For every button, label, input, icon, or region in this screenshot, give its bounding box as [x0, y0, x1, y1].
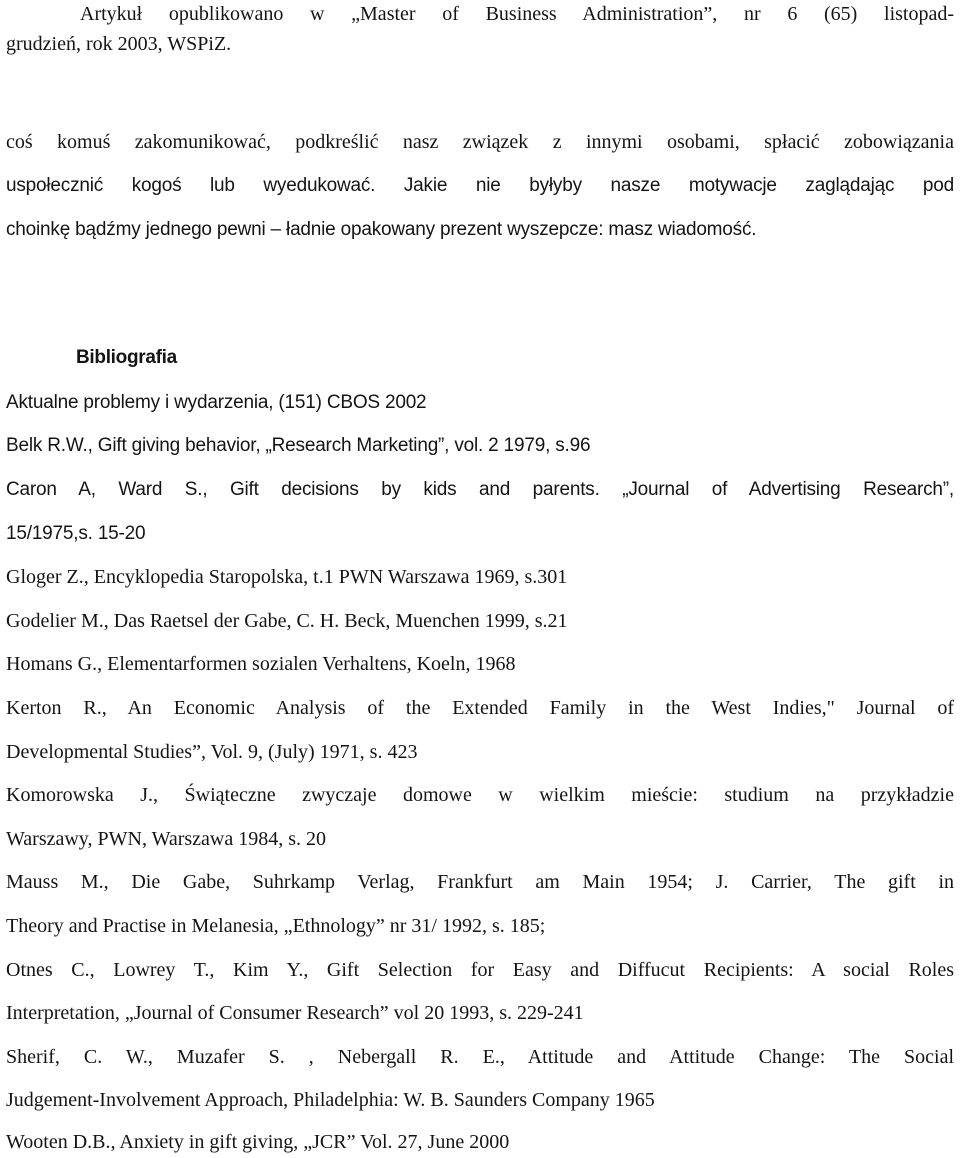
body-line-3: choinkę bądźmy jednego pewni – ładnie opakowany prezent wyszepcze: masz wiadomość.: [6, 219, 757, 240]
header-line-2: grudzień, rok 2003, WSPiZ.: [6, 33, 232, 55]
bib-entry-komorowska: Komorowska J., Świąteczne zwyczaje domowe w wielkim mieście: studium na przykładzie: [6, 784, 954, 806]
bib-entry-mauss-cont: Theory and Practise in Melanesia, „Ethnology” nr 31/ 1992, s. 185;: [6, 915, 546, 937]
bib-entry-kerton-cont: Developmental Studies”, Vol. 9, (July) 1971, s. 423: [6, 741, 418, 763]
bib-entry-caron-cont: 15/1975,s. 15-20: [6, 523, 146, 544]
bib-entry-wooten: Wooten D.B., Anxiety in gift giving, „JCR” Vol. 27, June 2000: [6, 1131, 510, 1153]
bib-entry-cbos: Aktualne problemy i wydarzenia, (151) CBOS 2002: [6, 392, 427, 413]
body-line-2: uspołecznić kogoś lub wyedukować. Jakie nie byłyby nasze motywacje zaglądając pod: [6, 175, 954, 196]
bib-entry-sherif-cont: Judgement-Involvement Approach, Philadelphia: W. B. Saunders Company 1965: [6, 1089, 655, 1111]
bib-entry-belk: Belk R.W., Gift giving behavior, „Research Marketing”, vol. 2 1979, s.96: [6, 435, 591, 456]
bib-entry-komorowska-cont: Warszawy, PWN, Warszawa 1984, s. 20: [6, 828, 327, 850]
bib-entry-caron: Caron A, Ward S., Gift decisions by kids and parents. „Journal of Advertising Research”,: [6, 479, 954, 500]
header-line-1: Artykuł opublikowano w „Master of Business Administration”, nr 6 (65) listopad-: [80, 3, 954, 25]
bib-entry-otnes-cont: Interpretation, „Journal of Consumer Research” vol 20 1993, s. 229-241: [6, 1002, 584, 1024]
bib-entry-mauss: Mauss M., Die Gabe, Suhrkamp Verlag, Frankfurt am Main 1954; J. Carrier, The gift in: [6, 871, 954, 893]
bib-entry-godelier: Godelier M., Das Raetsel der Gabe, C. H. Beck, Muenchen 1999, s.21: [6, 610, 568, 632]
bib-entry-homans: Homans G., Elementarformen sozialen Verhaltens, Koeln, 1968: [6, 653, 516, 675]
bibliography-heading: Bibliografia: [76, 347, 177, 368]
bib-entry-sherif: Sherif, C. W., Muzafer S. , Nebergall R. E., Attitude and Attitude Change: The Social: [6, 1046, 954, 1068]
body-line-1: coś komuś zakomunikować, podkreślić nasz związek z innymi osobami, spłacić zobowiązania: [6, 131, 954, 153]
bib-entry-gloger: Gloger Z., Encyklopedia Staropolska, t.1 PWN Warszawa 1969, s.301: [6, 566, 568, 588]
bib-entry-otnes: Otnes C., Lowrey T., Kim Y., Gift Selection for Easy and Diffucut Recipients: A social Roles: [6, 959, 954, 981]
bib-entry-kerton: Kerton R., An Economic Analysis of the Extended Family in the West Indies," Journal of: [6, 697, 954, 719]
